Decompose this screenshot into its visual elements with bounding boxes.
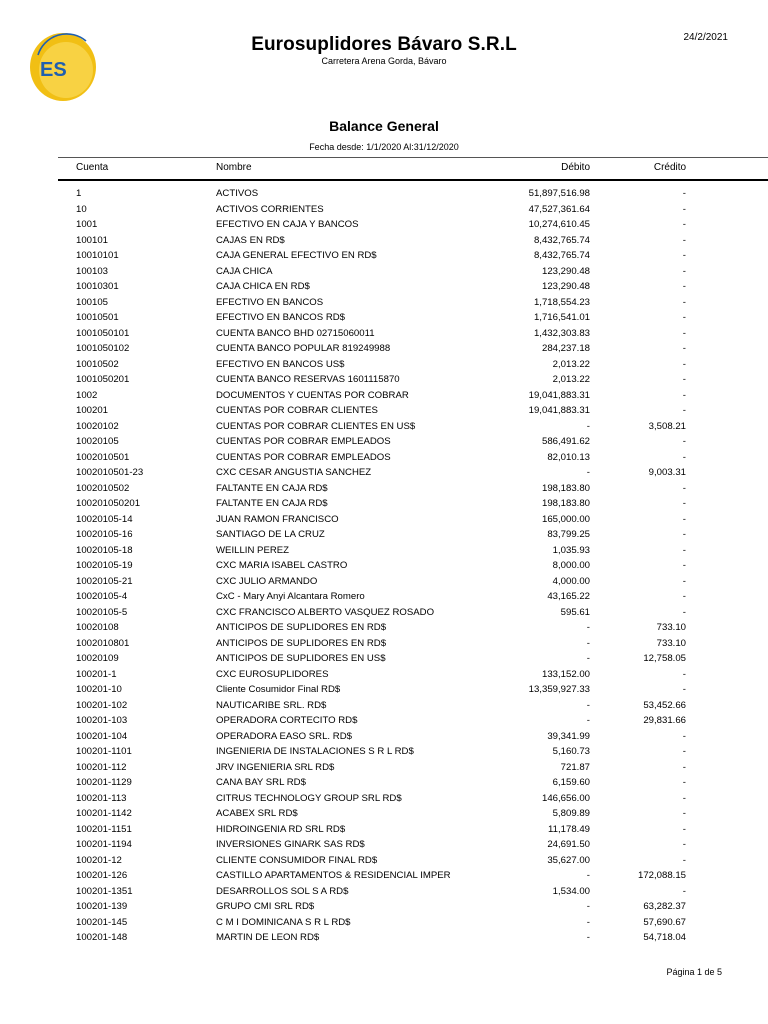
cuenta-cell: 10010502 <box>76 358 119 370</box>
table-row <box>0 899 768 915</box>
debito-cell: 24,691.50 <box>547 839 590 850</box>
cuenta-cell: 100201-113 <box>76 792 127 804</box>
table-row <box>0 279 768 295</box>
table-row <box>0 760 768 776</box>
credito-cell: 54,718.04 <box>643 932 686 943</box>
credito-cell: - <box>682 885 686 897</box>
nombre-cell: ACABEX SRL RD$ <box>216 808 298 819</box>
credito-cell: - <box>682 482 686 494</box>
table-row <box>0 264 768 280</box>
credito-cell: 172,088.15 <box>637 870 686 881</box>
table-row <box>0 620 768 636</box>
credito-cell: - <box>682 358 686 370</box>
credito-cell: - <box>682 513 686 525</box>
credito-cell: 63,282.37 <box>643 901 686 912</box>
company-name: Eurosuplidores Bávaro S.R.L <box>251 34 517 55</box>
credito-cell: - <box>682 808 686 819</box>
nombre-cell: CAJA GENERAL EFECTIVO EN RD$ <box>216 250 377 261</box>
nombre-cell: ANTICIPOS DE SUPLIDORES EN RD$ <box>216 637 387 649</box>
nombre-cell: CUENTAS POR COBRAR CLIENTES EN US$ <box>216 420 416 432</box>
nombre-cell: CUENTA BANCO BHD 02715060011 <box>216 327 375 339</box>
credito-cell: - <box>682 203 686 215</box>
table-row <box>0 512 768 528</box>
credito-cell: - <box>682 498 686 509</box>
cuenta-cell: 100201-1351 <box>76 885 133 897</box>
table-row <box>0 295 768 311</box>
table-row <box>0 713 768 729</box>
cuenta-cell: 100201-112 <box>76 761 127 773</box>
cuenta-cell: 10020105-14 <box>76 513 133 525</box>
cuenta-cell: 100201-1194 <box>76 839 132 850</box>
cuenta-cell: 100201-148 <box>76 932 128 943</box>
credito-cell: 12,758.05 <box>643 653 686 664</box>
cuenta-cell: 1002010501-23 <box>76 467 144 478</box>
cuenta-cell: 100201-126 <box>76 870 128 881</box>
debito-cell: 10,274,610.45 <box>528 219 590 230</box>
table-row <box>0 589 768 605</box>
table-row <box>0 698 768 714</box>
credito-cell: - <box>682 219 686 230</box>
table-row <box>0 403 768 419</box>
credito-cell: 53,452.66 <box>643 699 686 711</box>
nombre-cell: CxC - Mary Anyi Alcantara Romero <box>216 591 365 602</box>
cuenta-cell: 100201-139 <box>76 901 128 912</box>
debito-cell: - <box>586 622 590 633</box>
column-header-nombre: Nombre <box>216 162 252 173</box>
debito-cell: 1,432,303.83 <box>533 327 590 339</box>
nombre-cell: FALTANTE EN CAJA RD$ <box>216 498 328 509</box>
table-row <box>0 481 768 497</box>
debito-cell: - <box>586 637 590 649</box>
cuenta-cell: 100201-104 <box>76 730 128 742</box>
debito-cell: - <box>586 932 590 943</box>
debito-cell: 5,809.89 <box>552 808 590 819</box>
cuenta-cell: 100201-145 <box>76 916 128 928</box>
cuenta-cell: 100201-10 <box>76 684 122 695</box>
nombre-cell: CXC EUROSUPLIDORES <box>216 668 329 680</box>
table-row <box>0 310 768 326</box>
logo-text: ES <box>40 59 67 81</box>
debito-cell: - <box>586 870 590 881</box>
table-row <box>0 651 768 667</box>
nombre-cell: GRUPO CMI SRL RD$ <box>216 901 315 912</box>
table-row <box>0 326 768 342</box>
nombre-cell: CASTILLO APARTAMENTOS & RESIDENCIAL IMPER <box>216 870 451 881</box>
debito-cell: - <box>586 420 590 432</box>
nombre-cell: CUENTAS POR COBRAR EMPLEADOS <box>216 436 391 447</box>
debito-cell: 82,010.13 <box>547 451 590 463</box>
debito-cell: 2,013.22 <box>552 374 590 385</box>
cuenta-cell: 1001 <box>76 219 98 230</box>
table-row <box>0 434 768 450</box>
credito-cell: - <box>682 777 686 788</box>
column-header-credito: Crédito <box>653 162 687 173</box>
nombre-cell: FALTANTE EN CAJA RD$ <box>216 482 328 494</box>
nombre-cell: EFECTIVO EN BANCOS <box>216 296 324 308</box>
nombre-cell: MARTIN DE LEON RD$ <box>216 932 320 943</box>
table-row <box>0 372 768 388</box>
debito-cell: 5,160.73 <box>552 746 590 757</box>
table-row <box>0 915 768 931</box>
debito-cell: 8,432,765.74 <box>533 250 590 261</box>
credito-cell: - <box>682 281 686 292</box>
table-row <box>0 744 768 760</box>
nombre-cell: ACTIVOS CORRIENTES <box>216 203 324 215</box>
cuenta-cell: 10020105-19 <box>76 560 133 571</box>
cuenta-cell: 100201-1129 <box>76 777 132 788</box>
nombre-cell: JRV INGENIERIA SRL RD$ <box>216 761 335 773</box>
nombre-cell: OPERADORA EASO SRL. RD$ <box>216 730 352 742</box>
cuenta-cell: 100201-1151 <box>76 823 132 835</box>
table-row <box>0 775 768 791</box>
debito-cell: 47,527,361.64 <box>528 203 590 215</box>
cuenta-cell: 10020108 <box>76 622 119 633</box>
credito-cell: 29,831.66 <box>643 715 686 726</box>
credito-cell: 733.10 <box>656 637 686 649</box>
nombre-cell: ANTICIPOS DE SUPLIDORES EN RD$ <box>216 622 387 633</box>
nombre-cell: CXC JULIO ARMANDO <box>216 575 318 587</box>
debito-cell: 4,000.00 <box>552 575 590 587</box>
credito-cell: - <box>682 684 686 695</box>
debito-cell: 19,041,883.31 <box>528 405 590 416</box>
debito-cell: 6,159.60 <box>552 777 590 788</box>
debito-cell: - <box>586 901 590 912</box>
cuenta-cell: 1001050101 <box>76 327 130 339</box>
credito-cell: - <box>682 761 686 773</box>
debito-cell: 39,341.99 <box>547 730 590 742</box>
table-row <box>0 233 768 249</box>
table-row <box>0 341 768 357</box>
credito-cell: 733.10 <box>656 622 686 633</box>
cuenta-cell: 1 <box>76 188 82 199</box>
debito-cell: 8,432,765.74 <box>533 234 590 246</box>
credito-cell: - <box>682 296 686 308</box>
cuenta-cell: 100101 <box>76 234 109 246</box>
header-bottom-rule <box>58 179 768 181</box>
credito-cell: - <box>682 188 686 199</box>
debito-cell: 586,491.62 <box>541 436 590 447</box>
table-row <box>0 837 768 853</box>
credito-cell: 9,003.31 <box>648 467 686 478</box>
credito-cell: - <box>682 343 686 354</box>
debito-cell: 1,716,541.01 <box>533 312 590 323</box>
table-row <box>0 357 768 373</box>
cuenta-cell: 10 <box>76 203 87 215</box>
credito-cell: - <box>682 668 686 680</box>
debito-cell: 13,359,927.33 <box>528 684 590 695</box>
debito-cell: - <box>586 715 590 726</box>
nombre-cell: CUENTA BANCO POPULAR 819249988 <box>216 343 391 354</box>
debito-cell: 1,035.93 <box>552 544 590 556</box>
table-row <box>0 202 768 218</box>
debito-cell: 8,000.00 <box>552 560 590 571</box>
credito-cell: - <box>682 265 686 277</box>
table-row <box>0 496 768 512</box>
table-row <box>0 450 768 466</box>
nombre-cell: CAJA CHICA EN RD$ <box>216 281 310 292</box>
report-title: Balance General <box>329 118 439 134</box>
nombre-cell: CAJAS EN RD$ <box>216 234 285 246</box>
nombre-cell: EFECTIVO EN BANCOS RD$ <box>216 312 346 323</box>
nombre-cell: CUENTA BANCO RESERVAS 1601115870 <box>216 374 400 385</box>
cuenta-cell: 10020105-18 <box>76 544 133 556</box>
cuenta-cell: 1002 <box>76 389 98 401</box>
nombre-cell: DOCUMENTOS Y CUENTAS POR COBRAR <box>216 389 409 401</box>
table-row <box>0 186 768 202</box>
credito-cell: - <box>682 389 686 401</box>
nombre-cell: OPERADORA CORTECITO RD$ <box>216 715 358 726</box>
credito-cell: - <box>682 250 686 261</box>
table-row <box>0 853 768 869</box>
debito-cell: - <box>586 653 590 664</box>
debito-cell: 198,183.80 <box>541 498 590 509</box>
credito-cell: - <box>682 854 686 866</box>
credito-cell: - <box>682 606 686 618</box>
table-row <box>0 465 768 481</box>
balance-table-body <box>0 186 768 946</box>
cuenta-cell: 1002010801 <box>76 637 130 649</box>
credito-cell: - <box>682 560 686 571</box>
nombre-cell: DESARROLLOS SOL S A RD$ <box>216 885 349 897</box>
header-top-rule <box>58 157 768 158</box>
cuenta-cell: 100201-1 <box>76 668 117 680</box>
credito-cell: - <box>682 312 686 323</box>
cuenta-cell: 1002010502 <box>76 482 130 494</box>
column-header-cuenta: Cuenta <box>76 162 109 173</box>
debito-cell: 198,183.80 <box>541 482 590 494</box>
credito-cell: 3,508.21 <box>648 420 686 432</box>
table-row <box>0 419 768 435</box>
debito-cell: 35,627.00 <box>547 854 590 866</box>
nombre-cell: CXC MARIA ISABEL CASTRO <box>216 560 348 571</box>
debito-cell: 51,897,516.98 <box>528 188 590 199</box>
debito-cell: 43,165.22 <box>547 591 590 602</box>
nombre-cell: CUENTAS POR COBRAR CLIENTES <box>216 405 378 416</box>
nombre-cell: ANTICIPOS DE SUPLIDORES EN US$ <box>216 653 386 664</box>
nombre-cell: EFECTIVO EN BANCOS US$ <box>216 358 345 370</box>
credito-cell: 57,690.67 <box>643 916 686 928</box>
credito-cell: - <box>682 374 686 385</box>
debito-cell: 123,290.48 <box>541 265 590 277</box>
table-row <box>0 248 768 264</box>
cuenta-cell: 100201-102 <box>76 699 128 711</box>
nombre-cell: EFECTIVO EN CAJA Y BANCOS <box>216 219 359 230</box>
credito-cell: - <box>682 730 686 742</box>
page-number: Página 1 de 5 <box>666 967 722 977</box>
debito-cell: 284,237.18 <box>541 343 590 354</box>
cuenta-cell: 100201-12 <box>76 854 122 866</box>
cuenta-cell: 100201-1142 <box>76 808 132 819</box>
debito-cell: 721.87 <box>560 761 590 773</box>
cuenta-cell: 10020105-16 <box>76 529 133 540</box>
credito-cell: - <box>682 591 686 602</box>
cuenta-cell: 1001050201 <box>76 374 130 385</box>
nombre-cell: CUENTAS POR COBRAR EMPLEADOS <box>216 451 391 463</box>
cuenta-cell: 10020105 <box>76 436 119 447</box>
column-header-debito: Débito <box>561 162 590 173</box>
credito-cell: - <box>682 792 686 804</box>
nombre-cell: CAJA CHICA <box>216 265 273 277</box>
credito-cell: - <box>682 234 686 246</box>
debito-cell: 19,041,883.31 <box>528 389 590 401</box>
cuenta-cell: 100201-1101 <box>76 746 132 757</box>
nombre-cell: INGENIERIA DE INSTALACIONES S R L RD$ <box>216 746 414 757</box>
cuenta-cell: 100201-103 <box>76 715 128 726</box>
nombre-cell: NAUTICARIBE SRL. RD$ <box>216 699 327 711</box>
cuenta-cell: 10020109 <box>76 653 119 664</box>
debito-cell: 165,000.00 <box>541 513 590 525</box>
cuenta-cell: 100201 <box>76 405 109 416</box>
table-row <box>0 605 768 621</box>
credito-cell: - <box>682 451 686 463</box>
nombre-cell: INVERSIONES GINARK SAS RD$ <box>216 839 365 850</box>
nombre-cell: CXC CESAR ANGUSTIA SANCHEZ <box>216 467 372 478</box>
debito-cell: 133,152.00 <box>541 668 590 680</box>
cuenta-cell: 1001050102 <box>76 343 130 354</box>
nombre-cell: SANTIAGO DE LA CRUZ <box>216 529 325 540</box>
nombre-cell: CXC FRANCISCO ALBERTO VASQUEZ ROSADO <box>216 606 435 618</box>
nombre-cell: Cliente Cosumidor Final RD$ <box>216 684 341 695</box>
credito-cell: - <box>682 839 686 850</box>
debito-cell: - <box>586 467 590 478</box>
credito-cell: - <box>682 544 686 556</box>
debito-cell: 11,178.49 <box>548 823 590 835</box>
cuenta-cell: 10010101 <box>76 250 119 261</box>
cuenta-cell: 100103 <box>76 265 109 277</box>
company-address: Carretera Arena Gorda, Bávaro <box>321 56 447 66</box>
print-date: 24/2/2021 <box>683 32 728 43</box>
nombre-cell: HIDROINGENIA RD SRL RD$ <box>216 823 346 835</box>
cuenta-cell: 100201050201 <box>76 498 141 509</box>
credito-cell: - <box>682 746 686 757</box>
cuenta-cell: 10010501 <box>76 312 119 323</box>
table-row <box>0 636 768 652</box>
table-row <box>0 574 768 590</box>
nombre-cell: CANA BAY SRL RD$ <box>216 777 306 788</box>
table-row <box>0 868 768 884</box>
nombre-cell: JUAN RAMON FRANCISCO <box>216 513 339 525</box>
table-row <box>0 682 768 698</box>
cuenta-cell: 10010301 <box>76 281 119 292</box>
table-row <box>0 543 768 559</box>
table-row <box>0 558 768 574</box>
debito-cell: 1,534.00 <box>552 885 590 897</box>
table-row <box>0 884 768 900</box>
credito-cell: - <box>682 405 686 416</box>
table-row <box>0 729 768 745</box>
cuenta-cell: 10020105-4 <box>76 591 128 602</box>
debito-cell: 2,013.22 <box>552 358 590 370</box>
debito-cell: 83,799.25 <box>547 529 590 540</box>
table-row <box>0 806 768 822</box>
cuenta-cell: 1002010501 <box>76 451 130 463</box>
table-row <box>0 930 768 946</box>
credito-cell: - <box>682 436 686 447</box>
credito-cell: - <box>682 327 686 339</box>
date-range: Fecha desde: 1/1/2020 Al:31/12/2020 <box>309 142 459 152</box>
debito-cell: - <box>586 916 590 928</box>
debito-cell: 146,656.00 <box>541 792 590 804</box>
table-row <box>0 388 768 404</box>
table-row <box>0 791 768 807</box>
cuenta-cell: 10020105-5 <box>76 606 128 618</box>
debito-cell: 1,718,554.23 <box>533 296 590 308</box>
credito-cell: - <box>682 823 686 835</box>
debito-cell: 123,290.48 <box>541 281 590 292</box>
table-row <box>0 217 768 233</box>
debito-cell: 595.61 <box>560 606 590 618</box>
nombre-cell: CITRUS TECHNOLOGY GROUP SRL RD$ <box>216 792 402 804</box>
credito-cell: - <box>682 529 686 540</box>
nombre-cell: CLIENTE CONSUMIDOR FINAL RD$ <box>216 854 378 866</box>
nombre-cell: ACTIVOS <box>216 188 259 199</box>
cuenta-cell: 10020105-21 <box>76 575 133 587</box>
table-row <box>0 527 768 543</box>
cuenta-cell: 100105 <box>76 296 109 308</box>
debito-cell: - <box>586 699 590 711</box>
credito-cell: - <box>682 575 686 587</box>
nombre-cell: C M I DOMINICANA S R L RD$ <box>216 916 351 928</box>
nombre-cell: WEILLIN PEREZ <box>216 544 290 556</box>
table-row <box>0 822 768 838</box>
table-row <box>0 667 768 683</box>
cuenta-cell: 10020102 <box>76 420 119 432</box>
